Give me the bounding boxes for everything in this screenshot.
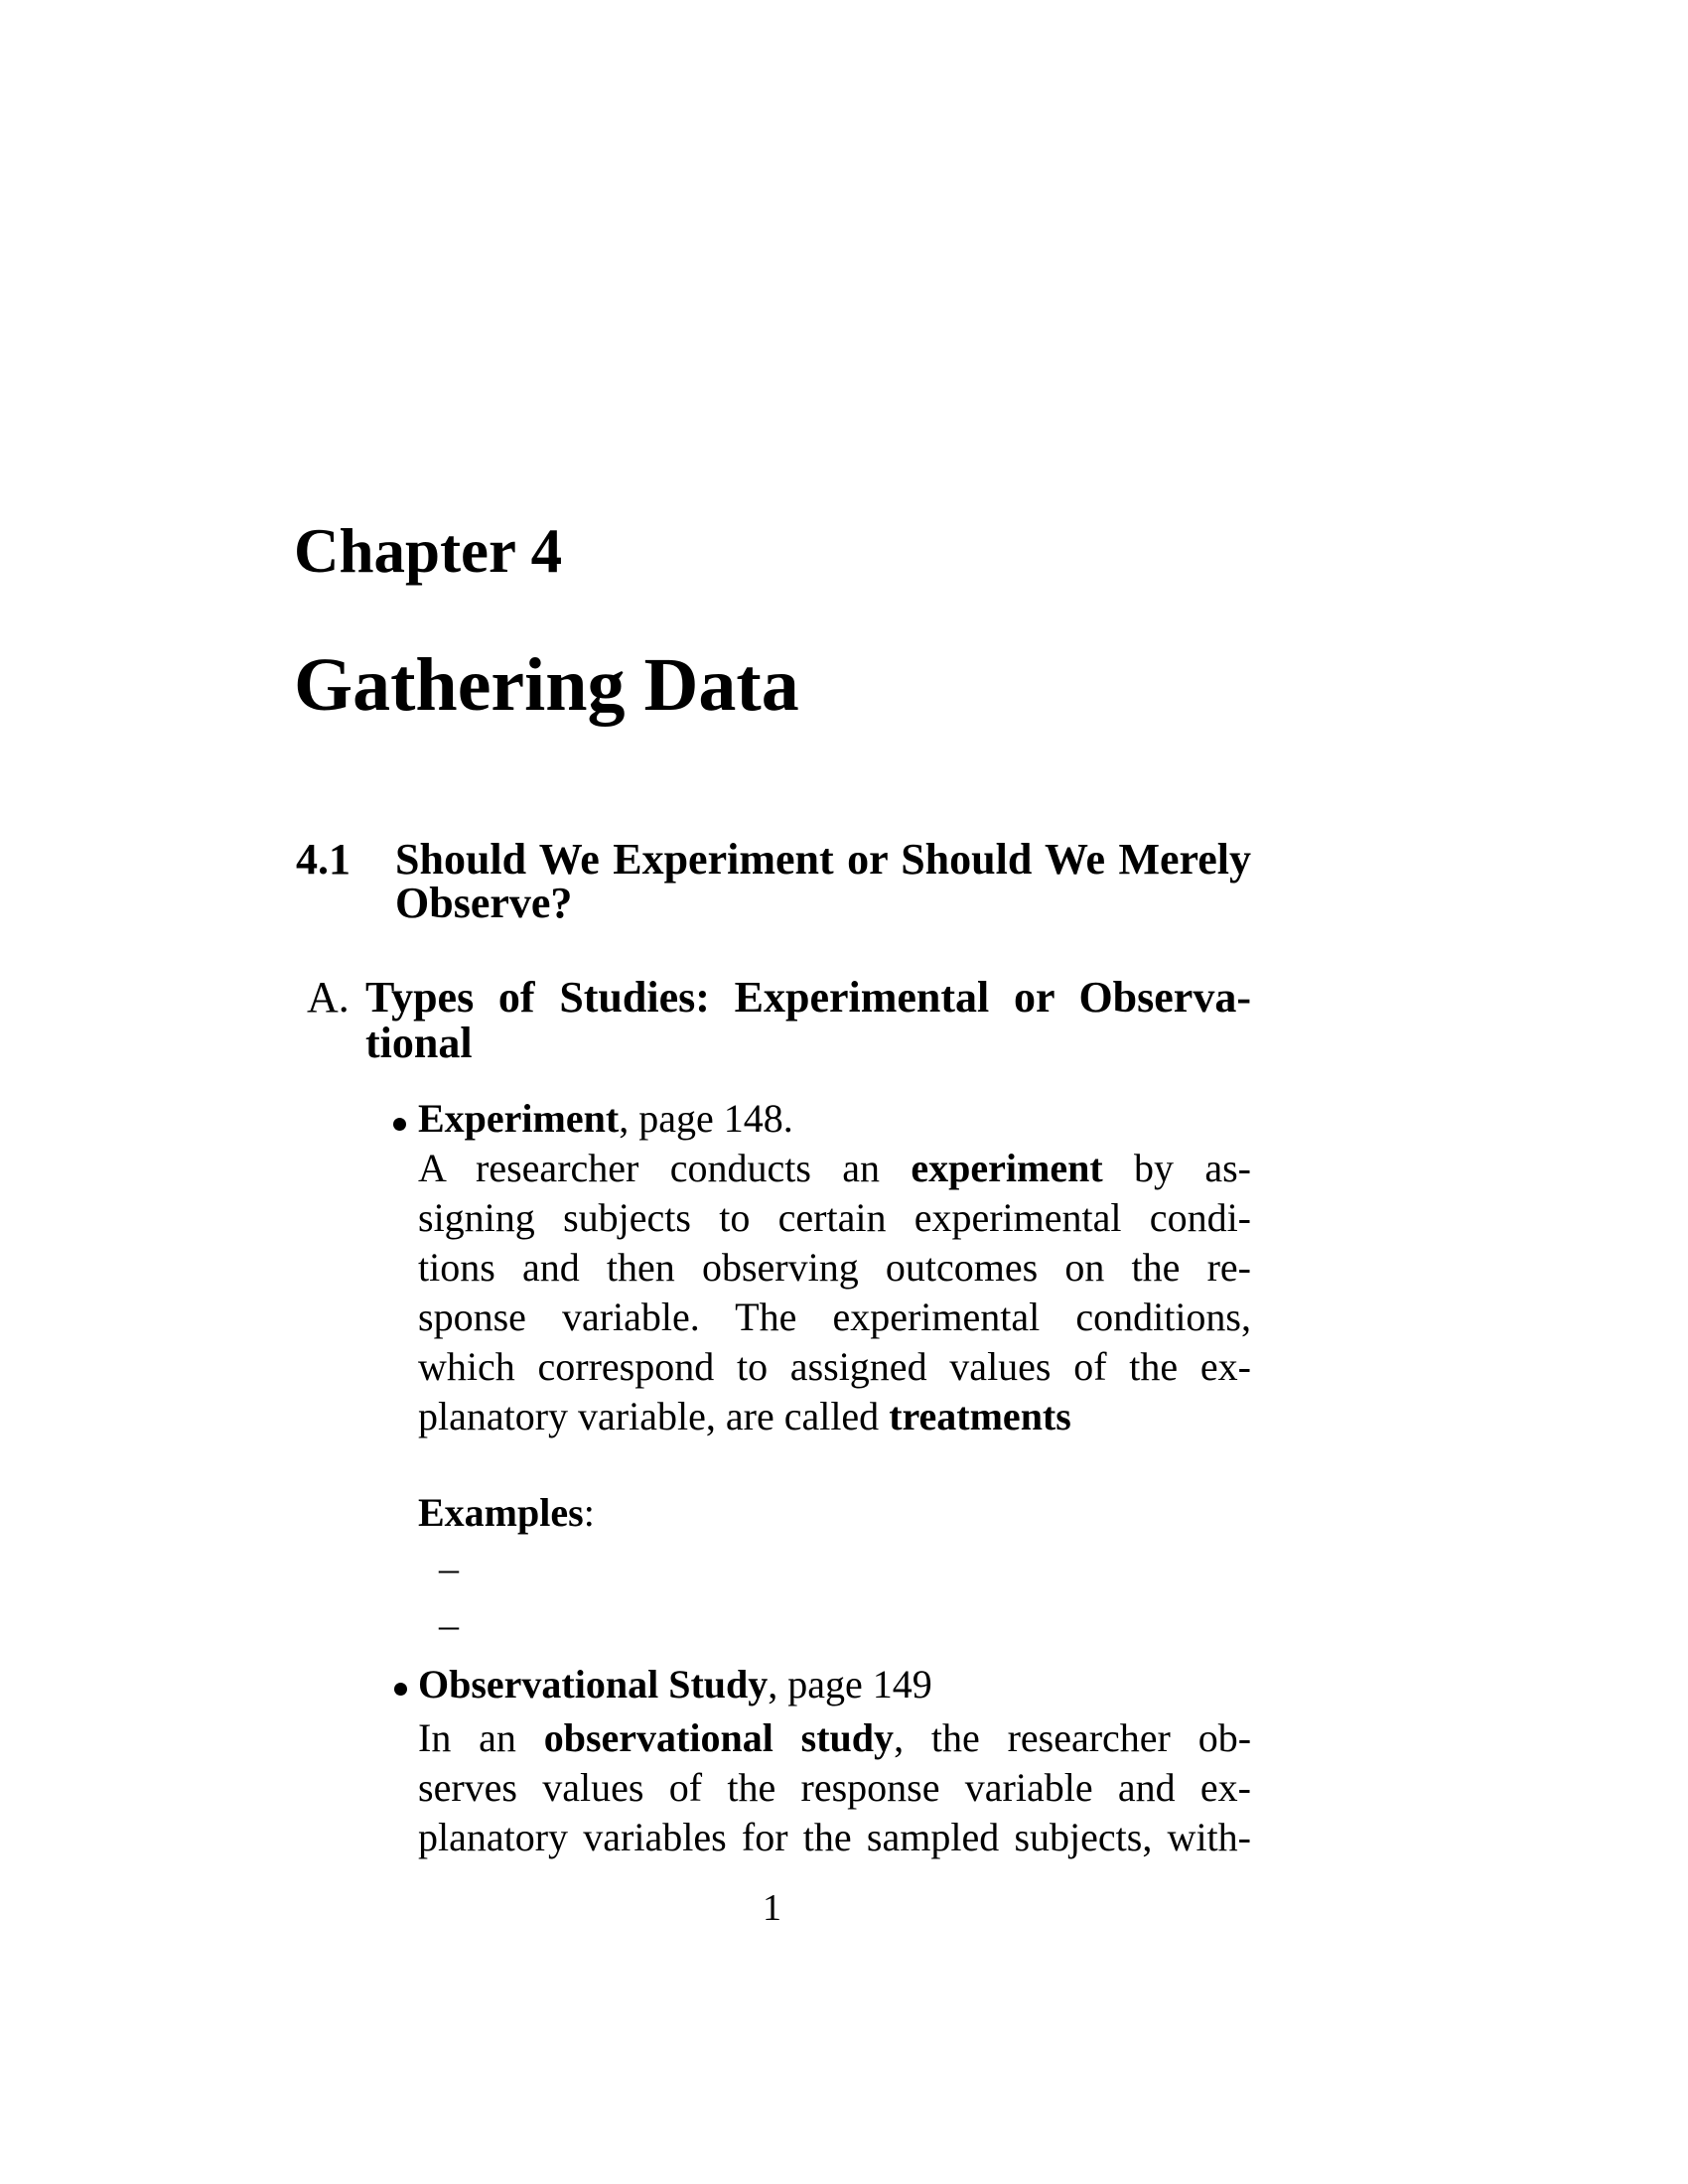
example-dash-item: –: [439, 1602, 459, 1647]
outline-item-a-label: A.: [307, 973, 350, 1022]
section-number: 4.1: [296, 835, 351, 884]
examples-label: Examples:: [418, 1490, 595, 1535]
bullet-experiment-label: Experiment, page 148.: [418, 1096, 793, 1141]
chapter-title: Gathering Data: [294, 643, 799, 727]
outline-item-a-title-line2: tional: [365, 1019, 473, 1067]
page-number: 1: [763, 1887, 781, 1929]
bullet-observational-label: Observational Study, page 149: [418, 1662, 932, 1706]
example-dash-item: –: [439, 1546, 459, 1590]
paragraph-line: signing subjects to certain experimental condi-: [418, 1195, 1251, 1240]
paragraph-line: tions and then observing outcomes on the re-: [418, 1245, 1251, 1290]
paragraph-line: In an observational study, the researcher ob-: [418, 1715, 1252, 1760]
experiment-paragraph: [418, 1144, 1251, 1441]
paragraph-line: serves values of the response variable and ex-: [418, 1765, 1251, 1810]
bullet-icon: [393, 1118, 406, 1131]
paragraph-line: A researcher conducts an experiment by as-: [418, 1146, 1252, 1190]
paragraph-line: planatory variables for the sampled subjects, with-: [418, 1815, 1251, 1859]
bullet-icon: [394, 1683, 407, 1696]
section-title-line2: Observe?: [395, 879, 573, 927]
observational-paragraph: [418, 1713, 1251, 1862]
paragraph-line: which correspond to assigned values of the ex-: [418, 1344, 1251, 1389]
outline-item-a-title-line1: Types of Studies: Experimental or Observa-: [365, 973, 1251, 1022]
paragraph-line: planatory variable, are called treatments: [418, 1394, 1071, 1438]
chapter-label: Chapter 4: [294, 516, 563, 586]
paragraph-line: sponse variable. The experimental conditions,: [418, 1295, 1251, 1339]
section-title-line1: Should We Experiment or Should We Merely: [395, 835, 1251, 884]
